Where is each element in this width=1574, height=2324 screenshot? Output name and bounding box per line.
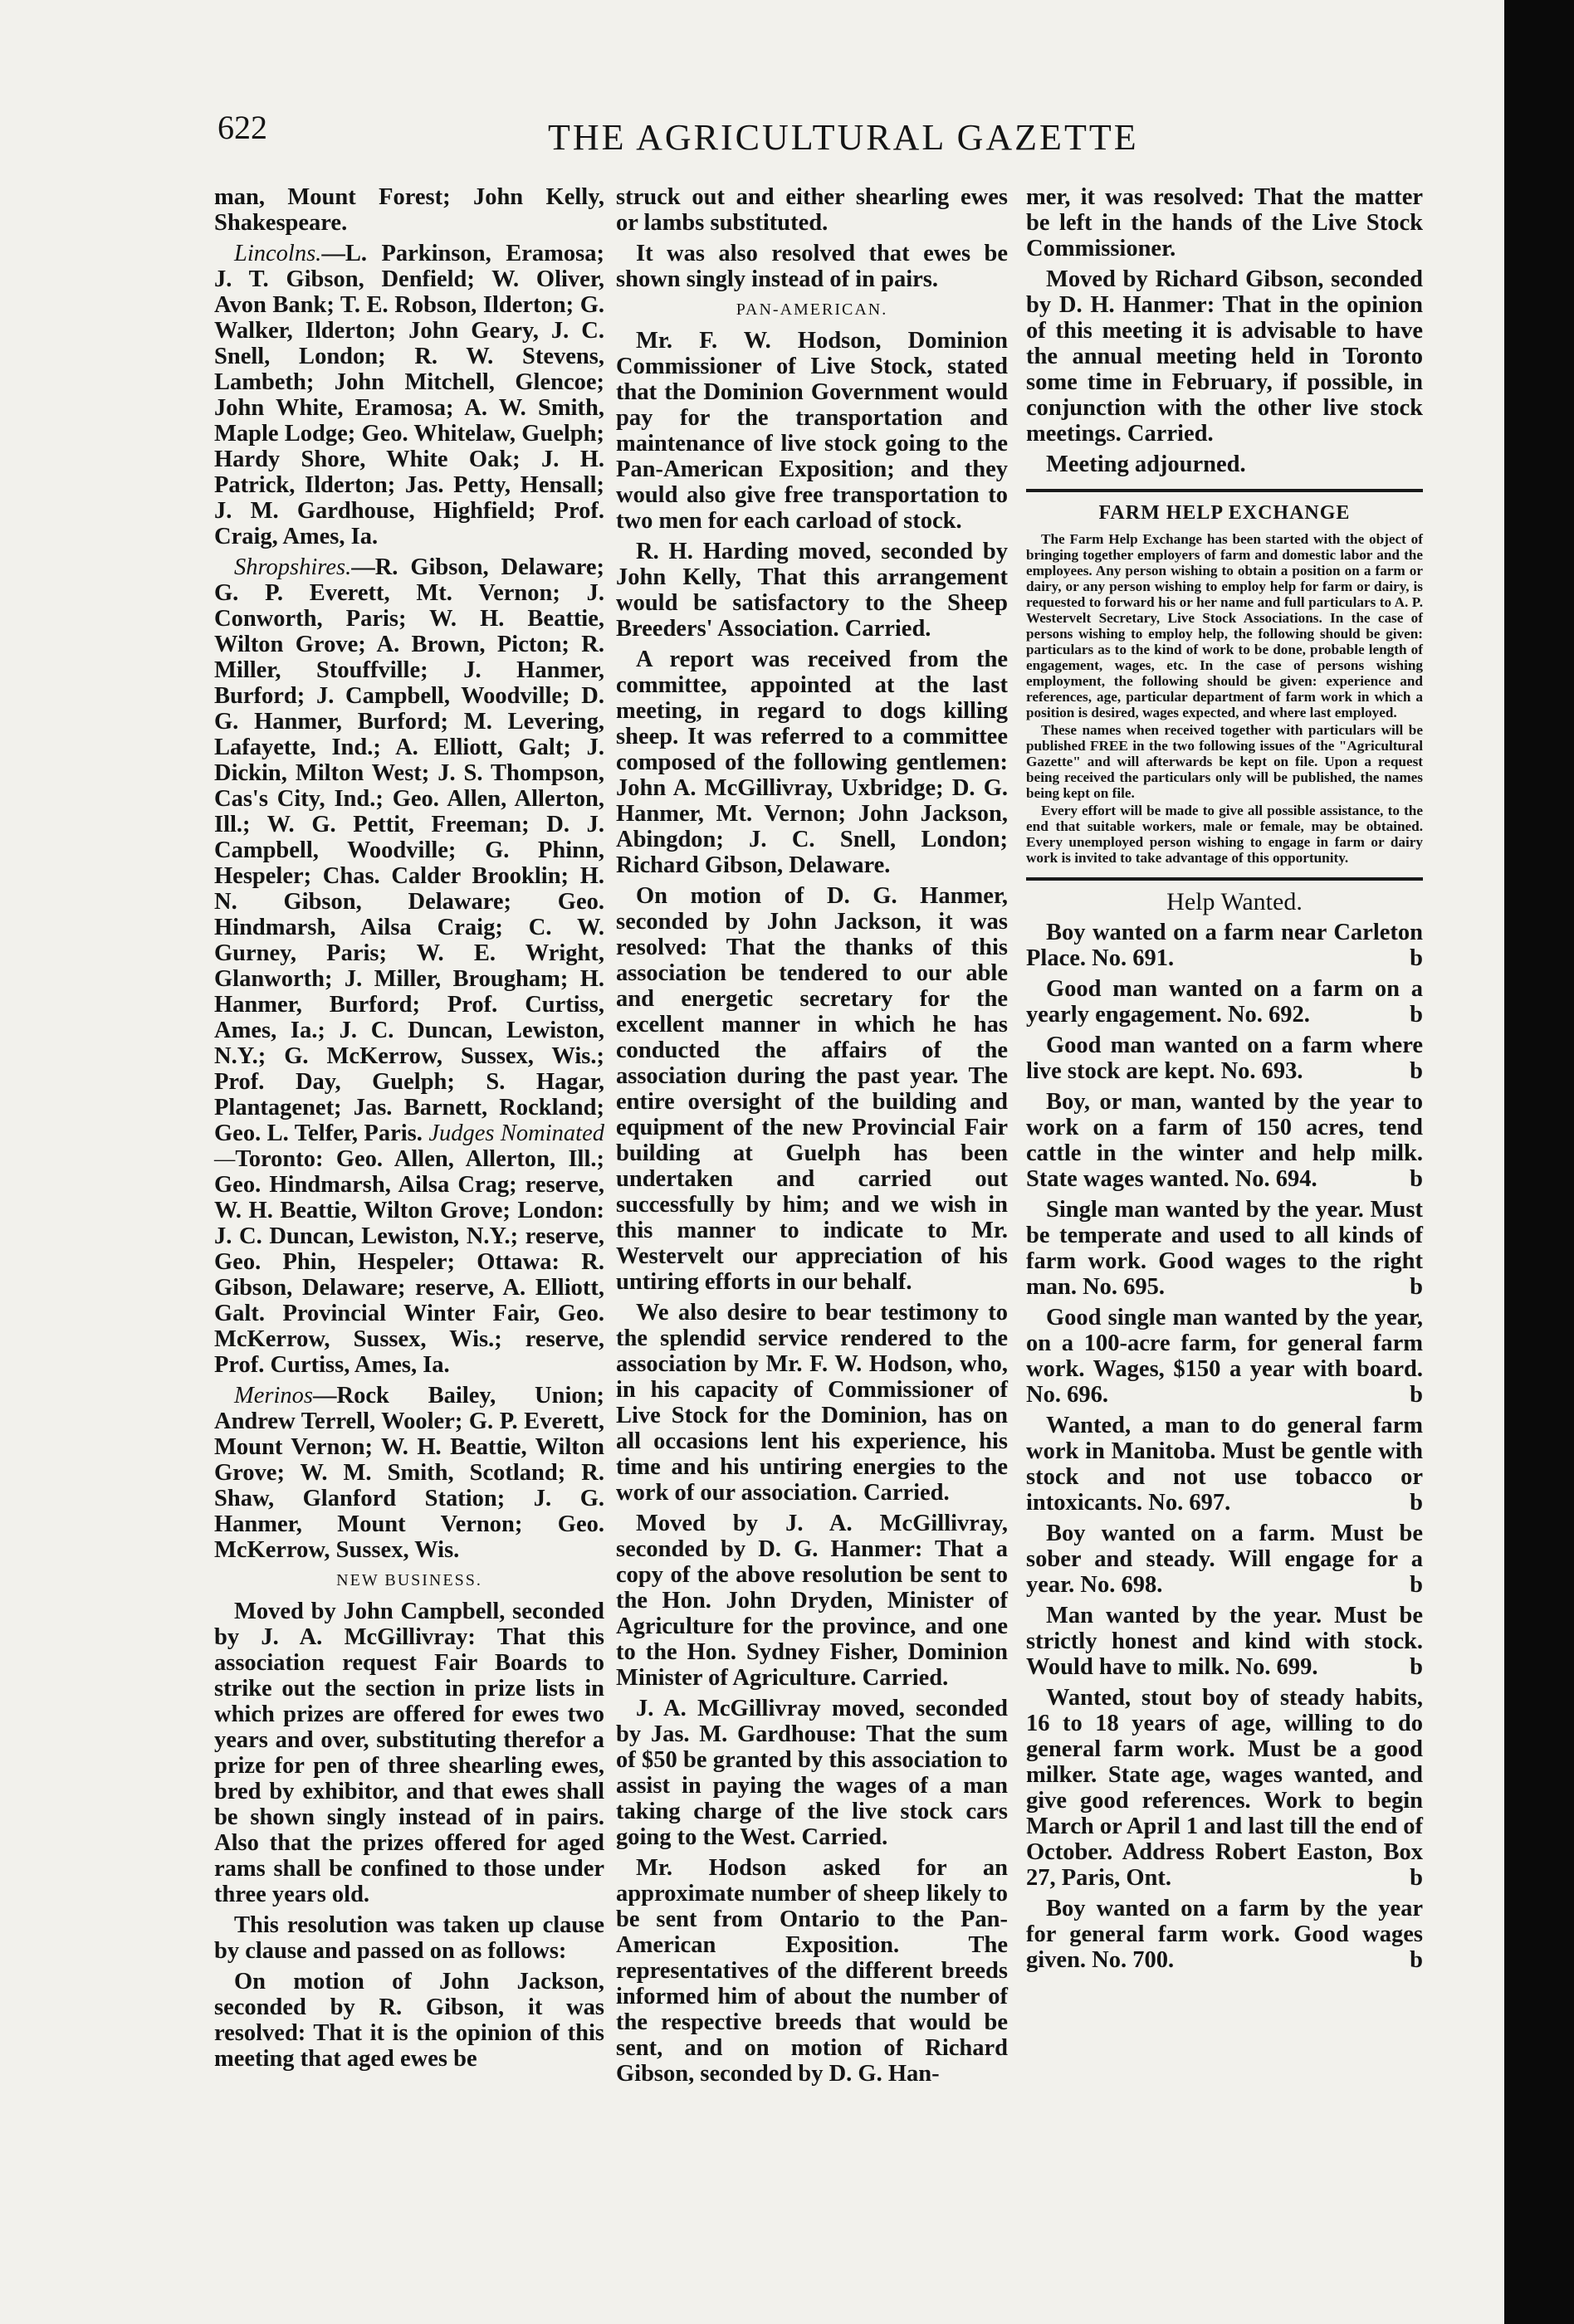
ad-mark: b [1410, 1654, 1423, 1680]
ad-mark: b [1410, 1572, 1423, 1598]
merinos-judges [214, 1383, 604, 1563]
help-wanted-ad [1026, 1305, 1423, 1408]
notice-paragraph: The Farm Help Exchange has been started with the object of bringing together employers of farm and domestic labor and the employees. Any person wishing to obtain a position on a farm or dairy, or any person wishing to employ help for farm or dairy, is requested to forward his or her name and full particulars to A. P. Westervelt Secretary, Live Stock Associations. In the case of persons wishing to employ help, the following should be given: particulars as to the kind of work to be done, probable length of engagement, wages, etc. In the case of persons wishing employment, the following should be given: experience and references, age, particular department of farm work in which a position is desired, wages expected, and where last employed. [1026, 531, 1423, 720]
breed-label: Merinos [234, 1383, 313, 1409]
section-rule [1026, 489, 1423, 492]
ad-mark: b [1410, 1274, 1423, 1300]
ad-text: Boy wanted on a farm. Must be sober and steady. Will engage for a year. No. 698. [1026, 1521, 1423, 1598]
help-wanted-ad [1026, 920, 1423, 971]
paragraph: Meeting adjourned. [1046, 452, 1246, 477]
shropshires-judges [214, 554, 604, 1378]
page-number: 622 [218, 109, 267, 146]
paragraph: R. H. Harding moved, seconded by John Kelly, That this arrangement would be satisfactory to the Sheep Breeders' Association. Carried. [616, 539, 1008, 642]
paragraph: It was also resolved that ewes be shown singly instead of in pairs. [616, 241, 1008, 292]
ad-mark: b [1410, 1490, 1423, 1516]
column-1 [214, 184, 604, 2077]
help-wanted-ad [1026, 1896, 1423, 1973]
ad-text: Boy wanted on a farm near Carleton Place. No. 691. [1026, 920, 1423, 971]
paragraph: Mr. F. W. Hodson, Dominion Commissioner of Live Stock, stated that the Dominion Government would pay for the transportation and maintenance of live stock going to the Pan-American Exposition; and they would also give free transportation to two men for each carload of stock. [616, 328, 1008, 534]
paragraph: J. A. McGillivray moved, seconded by Jas. M. Gardhouse: That the sum of $50 be granted by this association to assist in paying the wages of a man taking charge of the live stock cars going to the West. Carried. [616, 1696, 1008, 1850]
paragraph: Mr. Hodson asked for an approximate number of sheep likely to be sent from Ontario to the Pan-American Exposition. The representatives of the different breeds informed him of about the number of the respective breeds that would be sent, and on motion of Richard Gibson, seconded by D. G. Han- [616, 1855, 1008, 2087]
help-wanted-ad [1026, 1603, 1423, 1680]
paragraph: mer, it was resolved: That the matter be left in the hands of the Live Stock Commissioner. [1026, 184, 1423, 261]
breed-label: Shropshires. [234, 554, 352, 580]
paragraph: We also desire to bear testimony to the splendid service rendered to the association by Mr. F. W. Hodson, who, in his capacity of Commissioner of Live Stock for the Dominion, has on all occasions lent his experience, his time and his untiring energies to the work of our association. Carried. [616, 1300, 1008, 1506]
help-wanted-ad [1026, 1521, 1423, 1598]
help-wanted-ad [1026, 1033, 1423, 1084]
paragraph: Moved by Richard Gibson, seconded by D. H. Hanmer: That in the opinion of this meeting it is advisable to have the annual meeting held in Toronto some time in February, if possible, in conjunction with the other live stock meetings. Carried. [1026, 266, 1423, 447]
paragraph: On motion of John Jackson, seconded by R. Gibson, it was resolved: That it is the opinion of this meeting that aged ewes be [214, 1969, 604, 2072]
judges-nominated-label: Judges Nominated— [214, 1120, 604, 1172]
paragraph: This resolution was taken up clause by clause and passed on as follows: [214, 1912, 604, 1964]
help-wanted-ad [1026, 1413, 1423, 1516]
ad-text: Good man wanted on a farm where live stock are kept. No. 693. [1026, 1033, 1423, 1084]
ad-mark: b [1410, 945, 1423, 971]
farm-help-exchange-box [1026, 500, 1423, 866]
paragraph: Moved by John Campbell, seconded by J. A. McGillivray: That this association request Fair Boards to strike out the section in prize lists in which prizes are offered for ewes two years and over, substituting therefor a prize for pen of three shearling ewes, bred by exhibitor, and that ewes shall be shown singly instead of in pairs. Also that the prizes offered for aged rams shall be confined to those under three years old. [214, 1599, 604, 1907]
notice-paragraph: These names when received together with particulars will be published FREE in the two following issues of the "Agricultural Gazette" and will afterwards be kept on file. Upon a request being received the particulars only will be published, the names being kept on file. [1026, 722, 1423, 801]
column-2 [616, 184, 1008, 2092]
ad-mark: b [1410, 1002, 1423, 1028]
paragraph: On motion of D. G. Hanmer, seconded by John Jackson, it was resolved: That the thanks of this association be tendered to our able and energetic secretary for the excellent manner in which he has conducted the affairs of the association during the past year. The entire oversight of the building and equipment of the new Provincial Fair building at Guelph has been undertaken and carried out successfully by him; and we wish in this manner to indicate to Mr. Westervelt our appreciation of his untiring efforts in our behalf. [616, 883, 1008, 1295]
paragraph: Moved by J. A. McGillivray, seconded by D. G. Hanmer: That a copy of the above resolution be sent to the Hon. John Dryden, Minister of Agriculture for the province, and one to the Hon. Sydney Fisher, Dominion Minister of Agriculture. Carried. [616, 1511, 1008, 1691]
judges-list: —Rock Bailey, Union; Andrew Terrell, Wooler; G. P. Everett, Mount Vernon; W. H. Beattie, Wilton Grove; W. M. Smith, Scotland; R. Shaw, Glanford Station; J. G. Hanmer, Mount Vernon; Geo. McKerrow, Sussex, Wis. [214, 1383, 604, 1563]
ad-text: Man wanted by the year. Must be strictly honest and kind with stock. Would have to milk. No. 699. [1026, 1603, 1423, 1680]
help-wanted-ad [1026, 1089, 1423, 1192]
help-wanted-ad [1026, 976, 1423, 1028]
judges-list: —L. Parkinson, Eramosa; J. T. Gibson, Denfield; W. Oliver, Avon Bank; T. E. Robson, Ilderton; G. Walker, Ilderton; John Geary, J. C. Snell, London; R. W. Stevens, Lambeth; John Mitchell, Glencoe; John White, Eramosa; A. W. Smith, Maple Lodge; Geo. Whitelaw, Guelph; Hardy Shore, White Oak; J. H. Patrick, Ilderton; Jas. Petty, Hensall; J. M. Gardhouse, Highfield; Prof. Craig, Ames, Ia. [214, 241, 604, 549]
column-3 [1026, 184, 1423, 1978]
ad-text: Wanted, a man to do general farm work in Manitoba. Must be gentle with stock and not use tobacco or intoxicants. No. 697. [1026, 1413, 1423, 1516]
lincolns-judges [214, 241, 604, 549]
section-heading: NEW BUSINESS. [336, 1571, 482, 1589]
help-wanted-ad [1026, 1685, 1423, 1891]
ad-text: Wanted, stout boy of steady habits, 16 to 18 years of age, willing to do general farm work. Must be a good milker. State age, wages wanted, and give good references. Work to begin March or April 1 and last till the end of October. Address Robert Easton, Box 27, Paris, Ont. [1026, 1685, 1423, 1891]
scan-border [1504, 0, 1574, 2324]
running-head: THE AGRICULTURAL GAZETTE [548, 117, 1139, 158]
ad-text: Good man wanted on a farm on a yearly engagement. No. 692. [1026, 976, 1423, 1028]
section-rule [1026, 877, 1423, 881]
ad-text: Boy, or man, wanted by the year to work on a farm of 150 acres, tend cattle in the winter and help milk. State wages wanted. No. 694. [1026, 1089, 1423, 1192]
help-wanted-ad [1026, 1197, 1423, 1300]
notice-paragraph: Every effort will be made to give all possible assistance, to the end that suitable workers, male or female, may be obtained. Every unemployed person wishing to engage in farm or dairy work is invited to take advantage of this opportunity. [1026, 803, 1423, 866]
help-wanted-list [1026, 920, 1423, 1973]
help-wanted-title: Help Wanted. [1166, 888, 1303, 915]
ad-mark: b [1410, 1382, 1423, 1408]
ad-mark: b [1410, 1865, 1423, 1891]
judges-list: Toronto: Geo. Allen, Allerton, Ill.; Geo. Hindmarsh, Ailsa Crag; reserve, W. H. Beattie, Wilton Grove; London: J. C. Duncan, Lewiston, N.Y.; reserve, Geo. Phin, Hespeler; Ottawa: R. Gibson, Delaware; reserve, A. Elliott, Galt. Provincial Winter Fair, Geo. McKerrow, Sussex, Wis.; reserve, Prof. Curtiss, Ames, Ia. [214, 1146, 604, 1378]
section-heading: PAN-AMERICAN. [736, 300, 888, 319]
ad-text: Single man wanted by the year. Must be temperate and used to all kinds of farm work. Good wages to the right man. No. 695. [1026, 1197, 1423, 1300]
judges-list: —R. Gibson, Delaware; G. P. Everett, Mt. Vernon; J. Conworth, Paris; W. H. Beattie, Wilton Grove; A. Brown, Picton; R. Miller, Stouffville; J. Hanmer, Burford; J. Campbell, Woodville; D. G. Hanmer, Burford; M. Levering, Lafayette, Ind.; A. Elliott, Galt; J. Dickin, Milton West; J. S. Thompson, Cas's City, Ind.; Geo. Allen, Allerton, Ill.; W. G. Pettit, Freeman; D. J. Campbell, Woodville; G. Phinn, Hespeler; Chas. Calder Brooklin; H. N. Gibson, Delaware; Geo. Hindmarsh, Ailsa Craig; C. W. Gurney, Paris; W. E. Wright, Glanworth; J. Miller, Brougham; H. Hanmer, Burford; Prof. Curtiss, Ames, Ia.; J. C. Duncan, Lewiston, N.Y.; G. McKerrow, Sussex, Wis.; Prof. Day, Guelph; S. Hagar, Plantagenet; Jas. Barnett, Rockland; Geo. L. Telfer, Paris. [214, 554, 604, 1146]
farm-help-exchange-title: FARM HELP EXCHANGE [1098, 502, 1351, 524]
paragraph: A report was received from the committee, appointed at the last meeting, in regard to dogs killing sheep. It was referred to a committee composed of the following gentlemen: John A. McGillivray, Uxbridge; D. G. Hanmer, Mt. Vernon; John Jackson, Abingdon; J. C. Snell, London; Richard Gibson, Delaware. [616, 647, 1008, 878]
ad-mark: b [1410, 1947, 1423, 1973]
paragraph: man, Mount Forest; John Kelly, Shakespeare. [214, 184, 604, 236]
ad-text: Good single man wanted by the year, on a 100-acre farm, for general farm work. Wages, $150 a year with board. No. 696. [1026, 1305, 1423, 1408]
ad-text: Boy wanted on a farm by the year for general farm work. Good wages given. No. 700. [1026, 1896, 1423, 1973]
ad-mark: b [1410, 1058, 1423, 1084]
ad-mark: b [1410, 1166, 1423, 1192]
breed-label: Lincolns. [234, 241, 322, 266]
paragraph: struck out and either shearling ewes or lambs substituted. [616, 184, 1008, 236]
